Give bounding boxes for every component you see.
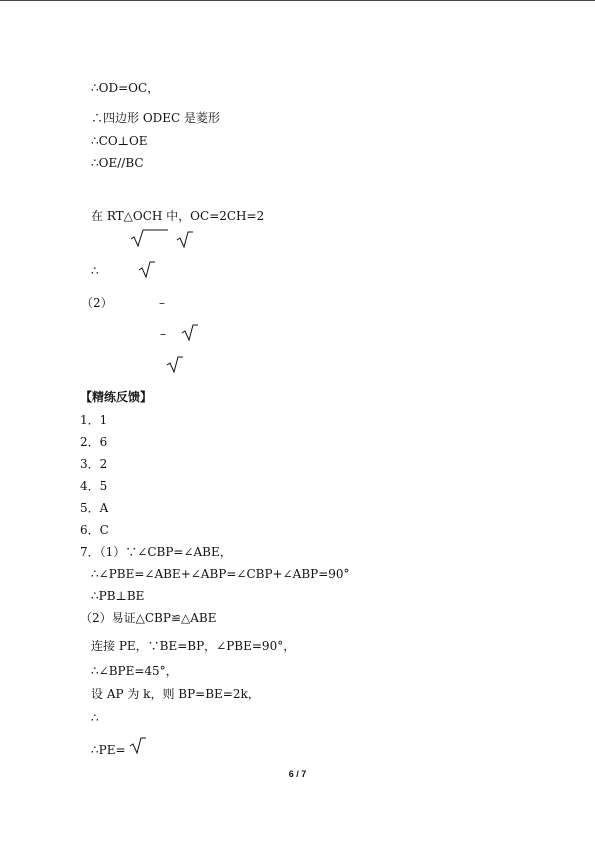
q7-line: ∴PB⊥BE <box>91 589 145 603</box>
page-top-border <box>0 0 595 1</box>
q7-line: 7．（1）∵∠CBP=∠ABE， <box>80 545 232 559</box>
text-line: ∴OD=OC， <box>91 81 160 95</box>
answer-item: 1．1 <box>80 413 108 427</box>
therefore-line: ∴ <box>91 264 99 278</box>
section-heading: 【精练反馈】 <box>80 390 153 404</box>
text-line: ∴四边形 ODEC 是菱形 <box>91 111 221 125</box>
answer-item: 5．A <box>80 501 109 515</box>
text-line: ∴CO⊥OE <box>91 134 148 148</box>
answer-item: 2．6 <box>80 435 108 449</box>
answer-item: 6．C <box>80 523 109 537</box>
text-line: 在 RT△OCH 中，OC=2CH=2 <box>91 209 265 223</box>
sqrt-symbol <box>138 261 156 279</box>
page-number: 6 / 7 <box>288 769 307 779</box>
answer-item: 3．2 <box>80 457 108 471</box>
sqrt-symbol <box>166 356 184 374</box>
q7-line: （2）易证△CBP≌△ABE <box>80 611 217 625</box>
minus-sign: – <box>160 327 166 341</box>
q7-line: 连接 PE，∵BE=BP，∠PBE=90°， <box>91 639 296 653</box>
sqrt-symbol <box>130 229 170 247</box>
minus-sign: – <box>159 296 165 310</box>
q7-line: ∴∠PBE=∠ABE+∠ABP=∠CBP+∠ABP=90° <box>91 567 350 581</box>
answer-item: 4．5 <box>80 479 108 493</box>
text-line: ∴OE//BC <box>91 156 144 170</box>
sqrt-symbol <box>129 737 147 755</box>
sqrt-symbol <box>181 324 199 342</box>
part2-label: （2） <box>81 296 113 310</box>
q7-line: ∴PE= <box>91 743 126 757</box>
q7-line: ∴ <box>91 711 99 725</box>
q7-line: 设 AP 为 k，则 BP=BE=2k， <box>91 687 260 701</box>
q7-line: ∴∠BPE=45°， <box>91 664 178 678</box>
sqrt-symbol <box>176 231 194 249</box>
